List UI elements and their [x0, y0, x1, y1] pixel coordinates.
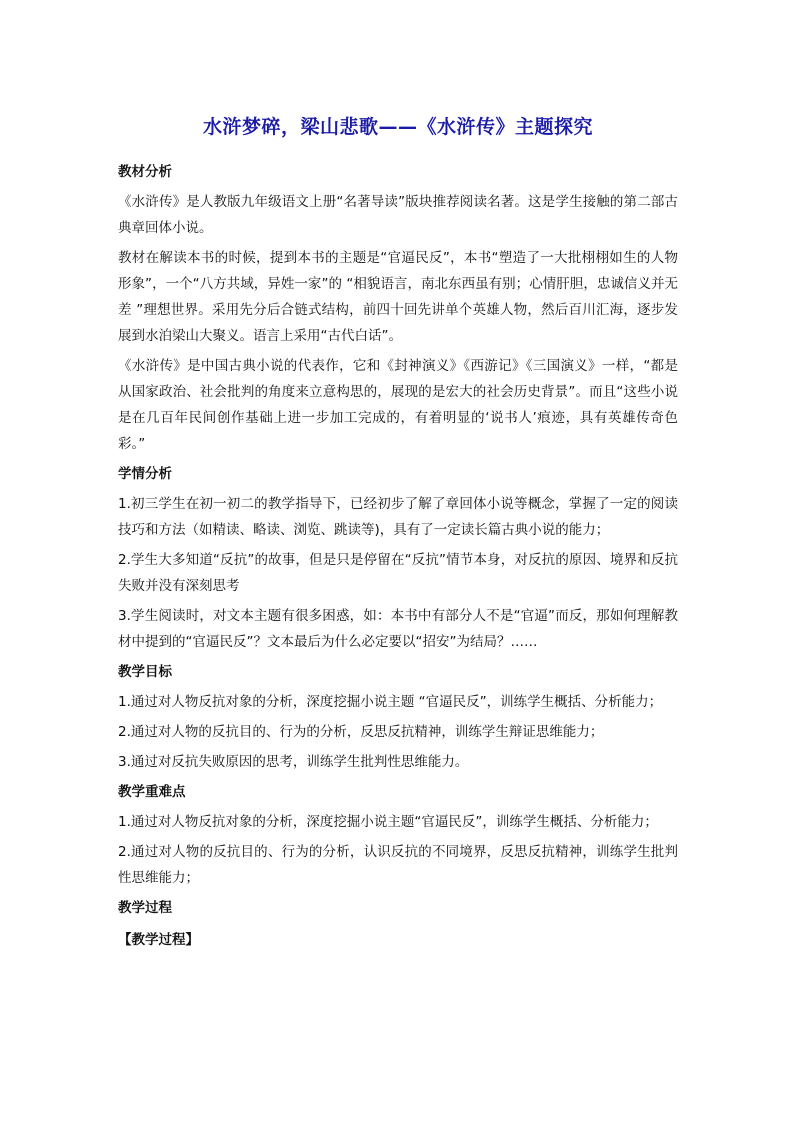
section-heading-goals: 教学目标 — [118, 664, 172, 680]
list-item: 1.通过对人物反抗对象的分析，深度挖掘小说主题 “官逼民反”，训练学生概括、分析能力； — [118, 694, 663, 710]
document-title: 水浒梦碎，梁山悲歌——《水浒传》主题探究 — [202, 116, 593, 138]
section-heading-keypoints: 教学重难点 — [118, 784, 186, 800]
list-item: 2.通过对人物的反抗目的、行为的分析，反思反抗精神，训练学生辩证思维能力； — [118, 724, 604, 740]
section-heading-material: 教材分析 — [118, 164, 172, 180]
paragraph: 《水浒传》是中国古典小说的代表作，它和《封神演义》《西游记》《三国演义》一样，“都是从国家政治、社会批判的角度来立意构思的，展现的是宏大的社会历史背景”。而且“这些小说是在几百年民间创作基础上进一步加工完成的，有着明显的‘说书人’痕迹，具有英雄传奇色彩。” — [118, 358, 678, 452]
list-item: 1.初三学生在初一初二的教学指导下，已经初步了解了章回体小说等概念，掌握了一定的阅读技巧和方法（如精读、略读、浏览、跳读等)，具有了一定读长篇古典小说的能力； — [118, 496, 678, 538]
list-item: 3.学生阅读时，对文本主题有很多困惑，如：本书中有部分人不是“官逼”而反，那如何理解教材中提到的“官逼民反”？文本最后为什么必定要以“招安”为结局？…… — [118, 608, 678, 650]
list-item: 1.通过对人物反抗对象的分析，深度挖掘小说主题“官逼民反”，训练学生概括、分析能力； — [118, 814, 658, 830]
section-heading-students: 学情分析 — [118, 466, 172, 482]
document-page — [118, 112, 678, 953]
list-item: 3.通过对反抗失败原因的思考，训练学生批判性思维能力。 — [118, 754, 469, 770]
process-subheading: 【教学过程】 — [118, 932, 199, 948]
paragraph: 教材在解读本书的时候，提到本书的主题是“官逼民反”，本书“塑造了一大批栩栩如生的人物形象”，一个“八方共域，异姓一家”的 “相貌语言，南北东西虽有别；心情肝胆，忠诚信义并无差 ”理想世界。采用先分后合链式结构，前四十回先讲单个英雄人物，然后百川汇海，逐步发展到水泊梁山大聚义。语言上采用“古代白话”。 — [118, 250, 678, 344]
list-item: 2.学生大多知道“反抗”的故事，但是只是停留在“反抗”情节本身，对反抗的原因、境界和反抗失败并没有深刻思考 — [118, 552, 678, 594]
paragraph: 《水浒传》是人教版九年级语文上册“名著导读”版块推荐阅读名著。这是学生接触的第二部古典章回体小说。 — [118, 194, 678, 236]
section-heading-process: 教学过程 — [118, 900, 172, 916]
list-item: 2.通过对人物的反抗目的、行为的分析，认识反抗的不同境界，反思反抗精神，训练学生批判性思维能力； — [118, 844, 678, 886]
